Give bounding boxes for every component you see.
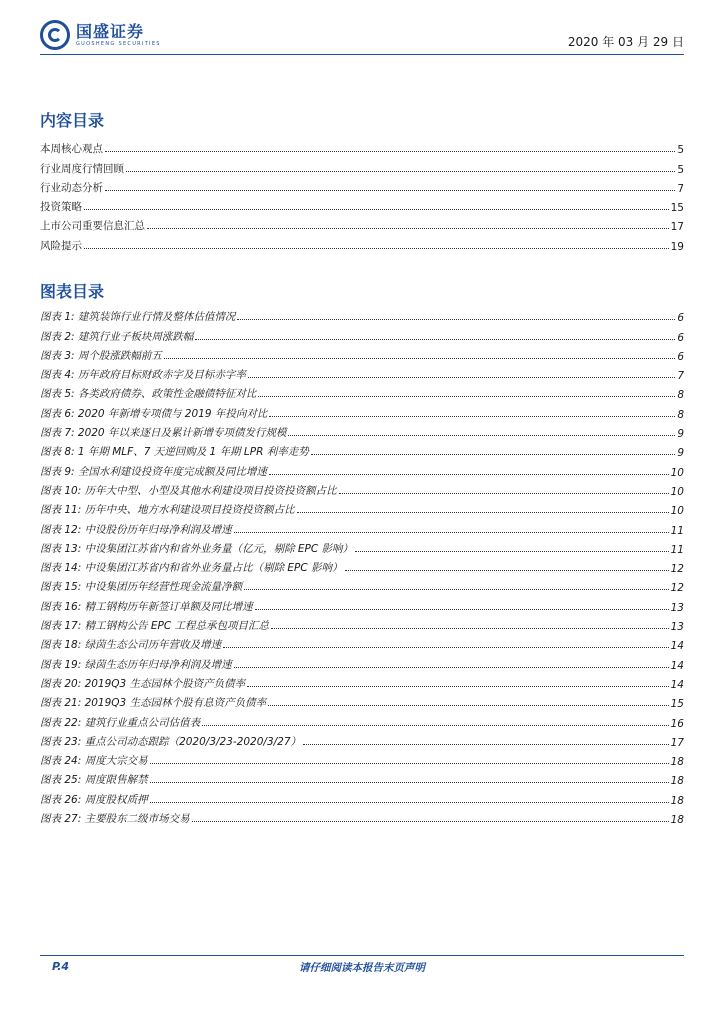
dot-leader	[223, 647, 669, 648]
figure-entry-label: 图表 9: 全国水利建设投资年度完成额及同比增速	[40, 465, 267, 478]
figure-entry[interactable]	[40, 691, 684, 710]
figure-entry[interactable]	[40, 324, 684, 343]
figure-entry[interactable]	[40, 537, 684, 556]
figure-entry-label: 图表 11: 历年中央、地方水利建设项目投资投资额占比	[40, 504, 295, 517]
figure-entry-label: 图表 25: 周度限售解禁	[40, 774, 148, 787]
figure-entry-page: 13	[670, 601, 684, 614]
figure-entry-page: 12	[670, 582, 684, 595]
page-number: P.4	[52, 960, 70, 973]
dot-leader	[247, 686, 669, 687]
figure-entry[interactable]	[40, 575, 684, 594]
figure-entry-page: 14	[670, 640, 684, 653]
logo-name: 国盛证券	[76, 21, 145, 41]
figure-entry[interactable]	[40, 614, 684, 633]
figure-entry[interactable]	[40, 479, 684, 498]
figure-entry-label: 图表 6: 2020 年新增专项债与 2019 年投向对比	[40, 407, 268, 420]
dot-leader	[355, 551, 669, 552]
figure-entry-page: 8	[677, 408, 684, 421]
figure-entry-page: 6	[677, 312, 684, 325]
figure-entry-label: 图表 24: 周度大宗交易	[40, 755, 148, 768]
figure-entry[interactable]	[40, 652, 684, 671]
dot-leader	[237, 319, 675, 320]
figure-entry-label: 图表 26: 周度股权质押	[40, 793, 148, 806]
figure-entry[interactable]	[40, 440, 684, 459]
figure-entry-page: 10	[670, 466, 684, 479]
figure-entry[interactable]	[40, 749, 684, 768]
dot-leader	[244, 589, 669, 590]
figure-entry-label: 图表 10: 历年大中型、小型及其他水利建设项目投资投资额占比	[40, 484, 337, 497]
dot-leader	[269, 474, 669, 475]
dot-leader	[164, 358, 675, 359]
figure-entry-label: 图表 21: 2019Q3 生态园林个股有息资产负债率	[40, 697, 267, 710]
dot-leader	[126, 171, 675, 172]
figure-entry-page: 9	[677, 428, 684, 441]
logo	[40, 20, 161, 50]
figure-entry-label: 图表 17: 精工钢构公告 EPC 工程总承包项目汇总	[40, 620, 270, 633]
figure-entry[interactable]	[40, 556, 684, 575]
dot-leader	[84, 209, 669, 210]
figure-entry-page: 7	[677, 370, 684, 383]
contents-entry[interactable]	[40, 137, 684, 156]
dot-leader	[303, 744, 669, 745]
figure-entry-page: 10	[670, 485, 684, 498]
dot-leader	[288, 435, 675, 436]
dot-leader	[150, 763, 669, 764]
logo-icon	[40, 20, 70, 50]
figure-entry[interactable]	[40, 421, 684, 440]
figure-entry-label: 图表 5: 各类政府债券、政策性金融债特征对比	[40, 388, 257, 401]
figure-entry[interactable]	[40, 382, 684, 401]
figure-entry-label: 图表 16: 精工钢构历年新签订单额及同比增速	[40, 600, 253, 613]
contents-entry-label: 行业周度行情回顾	[40, 162, 124, 175]
figure-entry-label: 图表 15: 中设集团历年经营性现金流量净额	[40, 581, 243, 594]
figure-entry-label: 图表 1: 建筑装饰行业行情及整体估值情况	[40, 311, 236, 324]
dot-leader	[339, 493, 669, 494]
figure-entry-page: 14	[670, 659, 684, 672]
figure-entry-page: 8	[677, 389, 684, 402]
figure-entry[interactable]	[40, 768, 684, 787]
figure-entry[interactable]	[40, 517, 684, 536]
dot-leader	[234, 532, 669, 533]
dot-leader	[202, 725, 669, 726]
contents-entry-page: 15	[670, 202, 684, 215]
figures-list	[40, 305, 684, 826]
figure-entry-label: 图表 23: 重点公司动态跟踪（2020/3/23-2020/3/27）	[40, 735, 302, 748]
dot-leader	[248, 377, 675, 378]
report-date: 2020 年 03 月 29 日	[567, 35, 684, 49]
figure-entry-page: 9	[677, 447, 684, 460]
contents-entry[interactable]	[40, 156, 684, 175]
figure-entry-label: 图表 19: 绿茵生态历年归母净利润及增速	[40, 658, 232, 671]
figure-entry[interactable]	[40, 459, 684, 478]
figure-entry-page: 17	[670, 736, 684, 749]
figure-entry-page: 11	[670, 524, 684, 537]
figure-entry-label: 图表 3: 周个股涨跌幅前五	[40, 349, 162, 362]
disclaimer-note: 请仔细阅读本报告末页声明	[299, 962, 425, 974]
figure-entry-page: 14	[670, 678, 684, 691]
contents-entry[interactable]	[40, 195, 684, 214]
dot-leader	[271, 628, 669, 629]
page-header	[40, 20, 684, 55]
figure-entry-label: 图表 7: 2020 年以来逐日及累计新增专项债发行规模	[40, 427, 287, 440]
contents-entry[interactable]	[40, 214, 684, 233]
figure-entry-page: 13	[670, 621, 684, 634]
logo-subname: GUOSHENG SECURITIES	[76, 40, 161, 47]
figure-entry-page: 12	[670, 563, 684, 576]
figure-entry-page: 18	[670, 794, 684, 807]
contents-entry-page: 19	[670, 240, 684, 253]
dot-leader	[150, 802, 669, 803]
figure-entry[interactable]	[40, 730, 684, 749]
figure-entry[interactable]	[40, 305, 684, 324]
contents-entry-page: 5	[677, 144, 684, 157]
figure-entry[interactable]	[40, 344, 684, 363]
figure-entry[interactable]	[40, 672, 684, 691]
dot-leader	[84, 248, 669, 249]
figure-entry-page: 10	[670, 505, 684, 518]
figure-entry-label: 图表 12: 中设股份历年归母净利润及增速	[40, 523, 232, 536]
contents-entry-label: 本周核心观点	[40, 143, 103, 156]
contents-entry-label: 上市公司重要信息汇总	[40, 220, 145, 233]
contents-entry-label: 行业动态分析	[40, 181, 103, 194]
figure-entry-page: 6	[677, 350, 684, 363]
contents-entry[interactable]	[40, 176, 684, 195]
figure-entry-label: 图表 13: 中设集团江苏省内和省外业务量（亿元，剔除 EPC 影响）	[40, 542, 354, 555]
figure-entry-label: 图表 14: 中设集团江苏省内和省外业务量占比（剔除 EPC 影响）	[40, 562, 343, 575]
figure-entry-page: 6	[677, 331, 684, 344]
figure-entry[interactable]	[40, 710, 684, 729]
dot-leader	[192, 821, 669, 822]
contents-entry-page: 5	[677, 163, 684, 176]
contents-entry-label: 投资策略	[40, 201, 82, 214]
figure-entry-page: 18	[670, 814, 684, 827]
contents-entry[interactable]	[40, 233, 684, 252]
dot-leader	[147, 228, 669, 229]
figure-entry-page: 11	[670, 543, 684, 556]
dot-leader	[345, 570, 669, 571]
dot-leader	[195, 339, 675, 340]
figure-entry-label: 图表 8: 1 年期 MLF、7 天逆回购及 1 年期 LPR 利率走势	[40, 446, 309, 459]
dot-leader	[255, 609, 669, 610]
figure-entry-label: 图表 27: 主要股东二级市场交易	[40, 813, 190, 826]
contents-title: 内容目录	[40, 111, 105, 130]
dot-leader	[311, 454, 676, 455]
figure-entry-page: 18	[670, 756, 684, 769]
figure-entry[interactable]	[40, 807, 684, 826]
figure-entry-label: 图表 2: 建筑行业子板块周涨跌幅	[40, 330, 194, 343]
dot-leader	[105, 190, 675, 191]
figure-entry[interactable]	[40, 401, 684, 420]
contents-entry-label: 风险提示	[40, 239, 82, 252]
figure-entry[interactable]	[40, 787, 684, 806]
figure-entry[interactable]	[40, 633, 684, 652]
dot-leader	[105, 151, 675, 152]
figure-entry-label: 图表 22: 建筑行业重点公司估值表	[40, 716, 201, 729]
figure-entry[interactable]	[40, 594, 684, 613]
dot-leader	[258, 396, 675, 397]
contents-list	[40, 137, 684, 253]
figure-entry-label: 图表 18: 绿茵生态公司历年营收及增速	[40, 639, 222, 652]
contents-entry-page: 7	[677, 182, 684, 195]
dot-leader	[234, 667, 669, 668]
figures-title: 图表目录	[40, 282, 105, 301]
figure-entry-label: 图表 4: 历年政府目标财政赤字及目标赤字率	[40, 369, 246, 382]
figure-entry-label: 图表 20: 2019Q3 生态园林个股资产负债率	[40, 677, 246, 690]
dot-leader	[150, 782, 669, 783]
page-footer	[40, 955, 684, 976]
dot-leader	[297, 512, 669, 513]
figure-entry[interactable]	[40, 363, 684, 382]
dot-leader	[269, 416, 675, 417]
figure-entry-page: 15	[670, 698, 684, 711]
figure-entry-page: 16	[670, 717, 684, 730]
figure-entry[interactable]	[40, 498, 684, 517]
contents-entry-page: 17	[670, 221, 684, 234]
dot-leader	[268, 705, 669, 706]
figure-entry-page: 18	[670, 775, 684, 788]
